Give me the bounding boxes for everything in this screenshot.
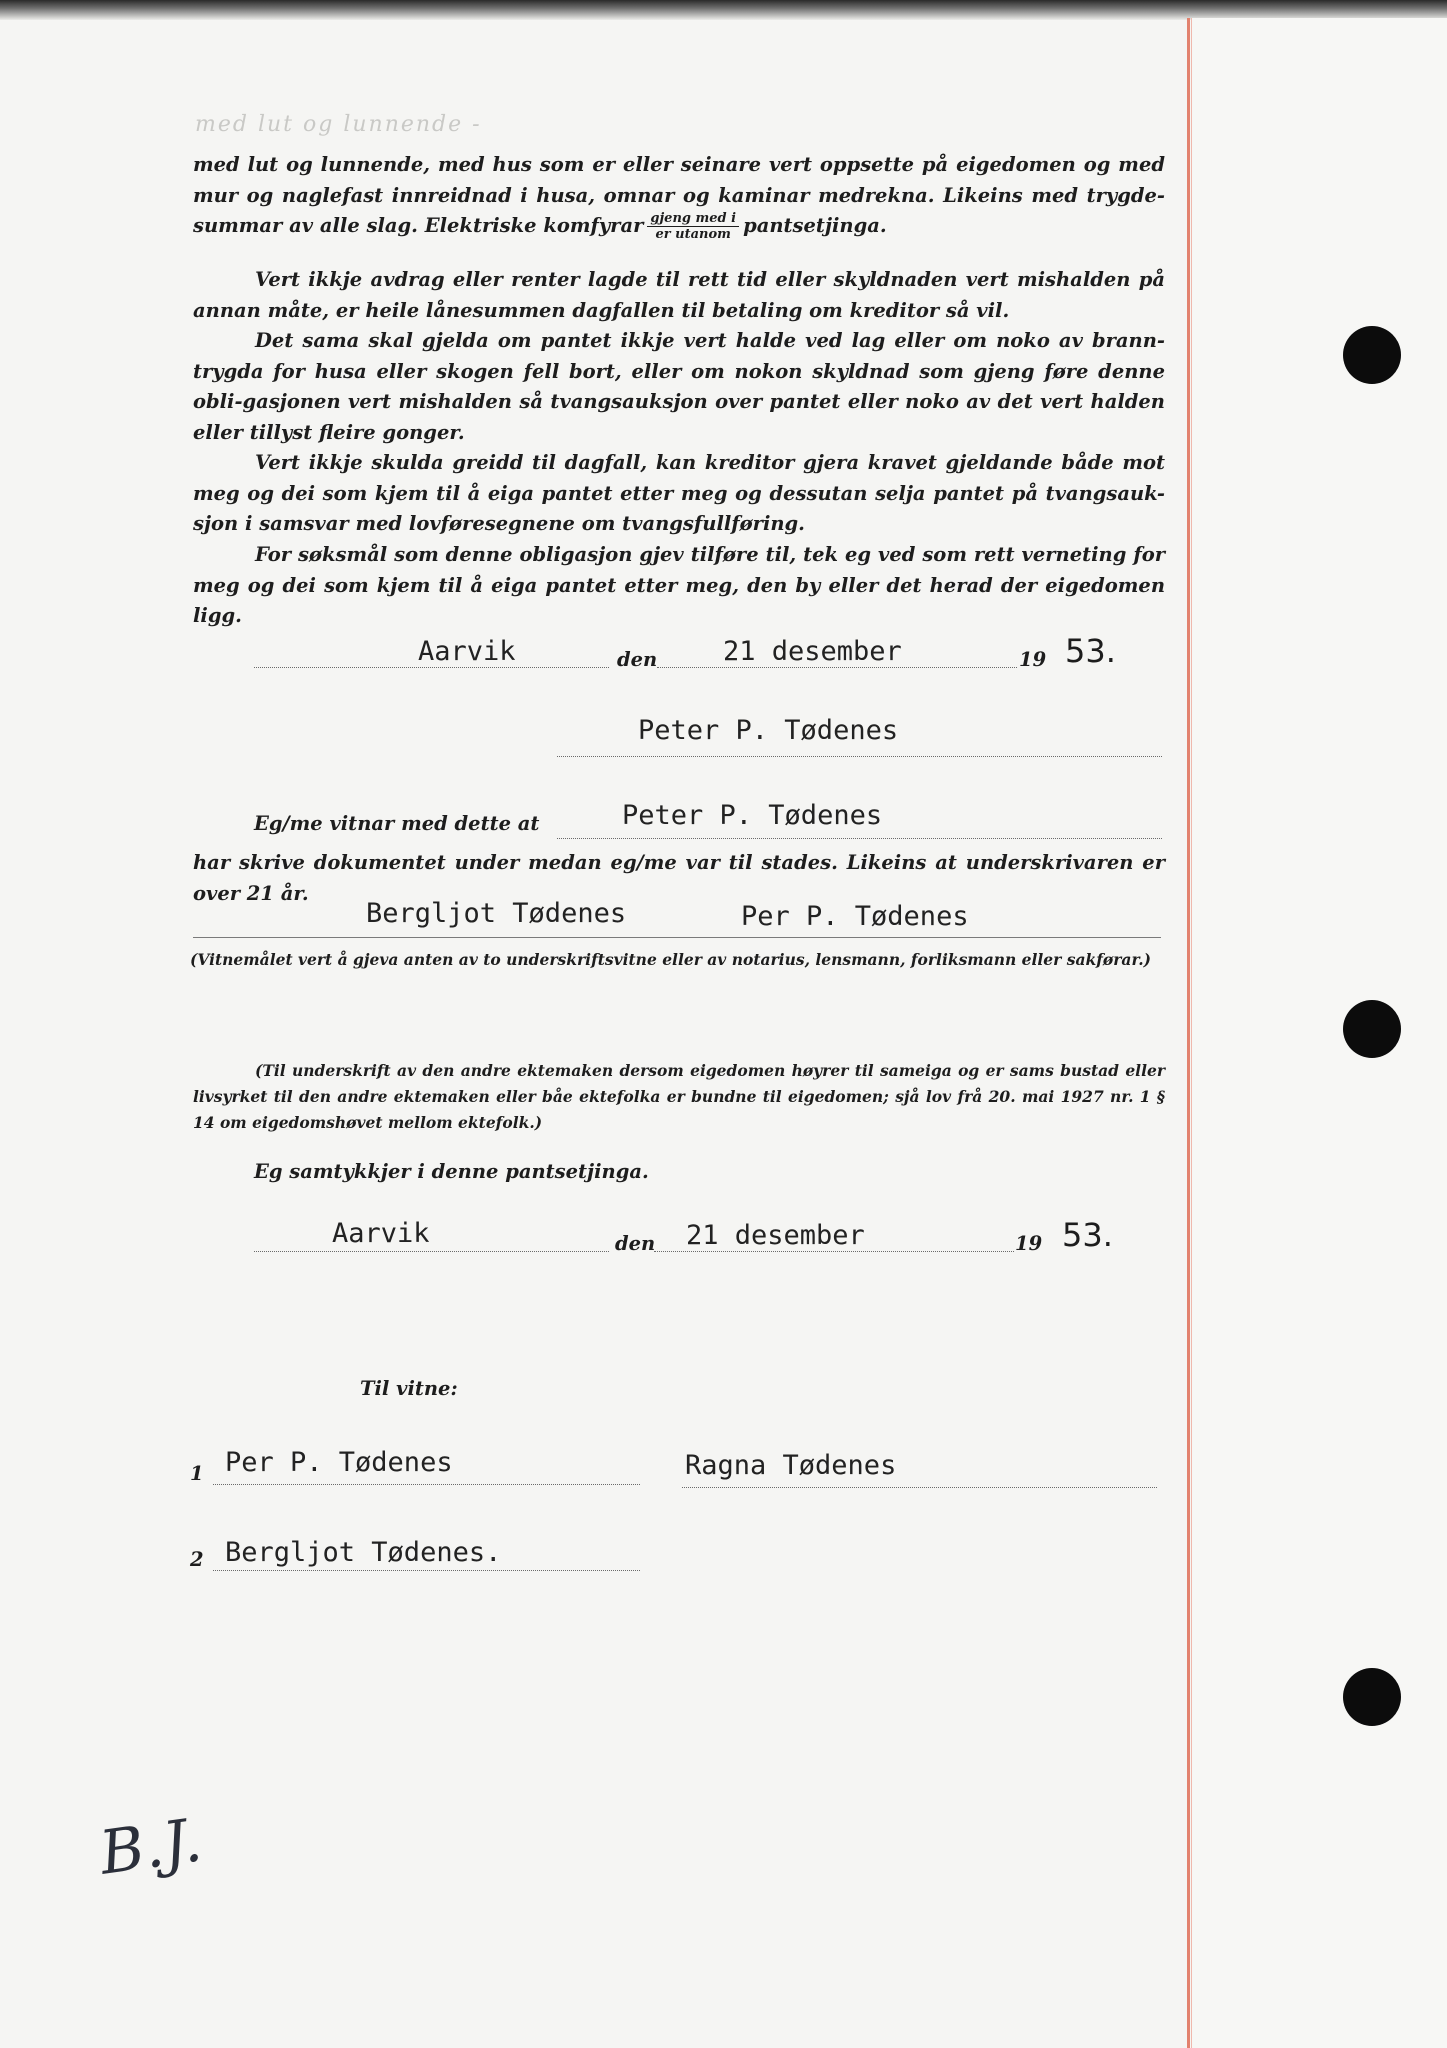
sign1-place: Aarvik [418, 636, 516, 667]
clause-p1-text: med lut og lunnende, med hus som er eller seinare vert oppsette på eigedomen og med mur og naglefast innreidnad i husa, omnar og kaminar medrekna. Likeins med trygde-summar av alle slag. Elektriske komfyrar [193, 153, 1165, 237]
right-margin-strip [1192, 18, 1447, 2048]
sign2-date-line [654, 1251, 1014, 1252]
witness-signature-2: Per P. Tødenes [741, 901, 969, 932]
clause-paragraph-4: Vert ikkje skulda greidd til dagfall, kan kreditor gjera kravet gjeldande både mot meg og dei som kjem til å eiga pantet etter meg og dessutan selja pantet på tvangsauk-sjon i samsvar med lovføresegnene om tvangsfullføring. [193, 451, 1165, 535]
clause-paragraph-2: Vert ikkje avdrag eller renter lagde til rett tid eller skyldnaden vert mishalden på annan måte, er heile lånesummen dagfallen til betaling om kreditor så vil. [193, 268, 1165, 322]
witness-signature-line [193, 937, 1161, 938]
spouse-note: (Til underskrift av den andre ektemaken dersom eigedomen høyrer til sameiga og er sams bustad eller livsyrket til den andre ektemaken eller båe ektefolka er bundne til eigedomen; sjå lov frå 20. mai 1927 nr. 1 § 14 om eigedomshøvet mellom ektefolk.) [193, 1061, 1165, 1132]
clause-paragraph-3: Det sama skal gjelda om pantet ikkje vert halde ved lag eller om noko av brann-trygda for husa eller skogen fell bort, eller om nokon skyldnad som gjeng føre denne obli-gasjonen vert mishalden så tvangsauksjon over pantet eller noko av det vert halden eller tillyst fleire gonger. [193, 329, 1165, 444]
scan-top-edge [0, 0, 1447, 20]
sign1-date: 21 desember [723, 636, 902, 667]
fraction-bottom: er utanom [655, 227, 731, 242]
red-margin-line-shade [1191, 18, 1192, 2048]
spouse-signer: Ragna Tødenes [685, 1450, 897, 1481]
clause-paragraph-5: For søksmål som denne obligasjon gjev tilføre til, tek eg ved som rett verneting for meg og dei som kjem til å eiga pantet etter meg, den by eller det herad der eigedomen ligg. [193, 543, 1165, 627]
fraction-choice [647, 211, 739, 242]
punch-hole-bottom [1343, 1668, 1401, 1726]
sign2-year-suffix: 53. [1062, 1216, 1113, 1254]
bleed-through-text: med lut og lunnende - [195, 112, 482, 137]
witness-note: (Vitnemålet vert å gjeva anten av to underskriftsvitne eller av notarius, lensmann, forliksmann eller sakførar.) [190, 950, 1151, 969]
sign2-place-line [254, 1251, 609, 1252]
witness-declared-name: Peter P. Tødenes [622, 800, 883, 831]
witness-name-line [557, 838, 1162, 839]
sign1-year-suffix: 53. [1065, 632, 1116, 670]
clause-paragraph-1 [193, 150, 1165, 242]
fraction-top: gjeng med i [647, 211, 739, 227]
handwritten-initials: B.J. [95, 1805, 207, 1889]
sign2-date: 21 desember [686, 1220, 865, 1251]
witness-signature-1: Bergljot Tødenes [366, 898, 627, 929]
sign2-den-label: den [615, 1232, 656, 1255]
til-vitne-line-1 [213, 1484, 640, 1485]
witness-number-1: 1 [190, 1462, 204, 1485]
witness-text: har skrive dokumentet under medan eg/me var til stades. Likeins at underskrivaren er over 21 år. [193, 851, 1165, 905]
punch-hole-middle [1343, 1000, 1401, 1058]
til-vitne-label: Til vitne: [360, 1377, 458, 1400]
clause-p1-end: pantsetjinga. [743, 214, 887, 237]
sign1-date-line [657, 667, 1017, 668]
witness-number-2: 2 [190, 1548, 204, 1571]
spouse-consent: Eg samtykkjer i denne pantsetjinga. [254, 1160, 649, 1183]
sign2-place: Aarvik [332, 1218, 430, 1249]
sign1-den-label: den [617, 648, 658, 671]
sign1-signer-line [557, 756, 1162, 757]
til-vitne-name-2: Bergljot Tødenes. [225, 1537, 502, 1568]
sign2-year-prefix: 19 [1015, 1232, 1043, 1255]
sign1-year-prefix: 19 [1019, 648, 1047, 671]
sign1-place-line [254, 667, 609, 668]
red-margin-line [1187, 18, 1190, 2048]
punch-hole-top [1343, 326, 1401, 384]
sign1-signer: Peter P. Tødenes [638, 715, 899, 746]
til-vitne-name-1: Per P. Tødenes [225, 1447, 453, 1478]
witness-intro: Eg/me vitnar med dette at [254, 812, 540, 835]
til-vitne-line-2 [213, 1570, 640, 1571]
spouse-signer-line [682, 1487, 1157, 1488]
